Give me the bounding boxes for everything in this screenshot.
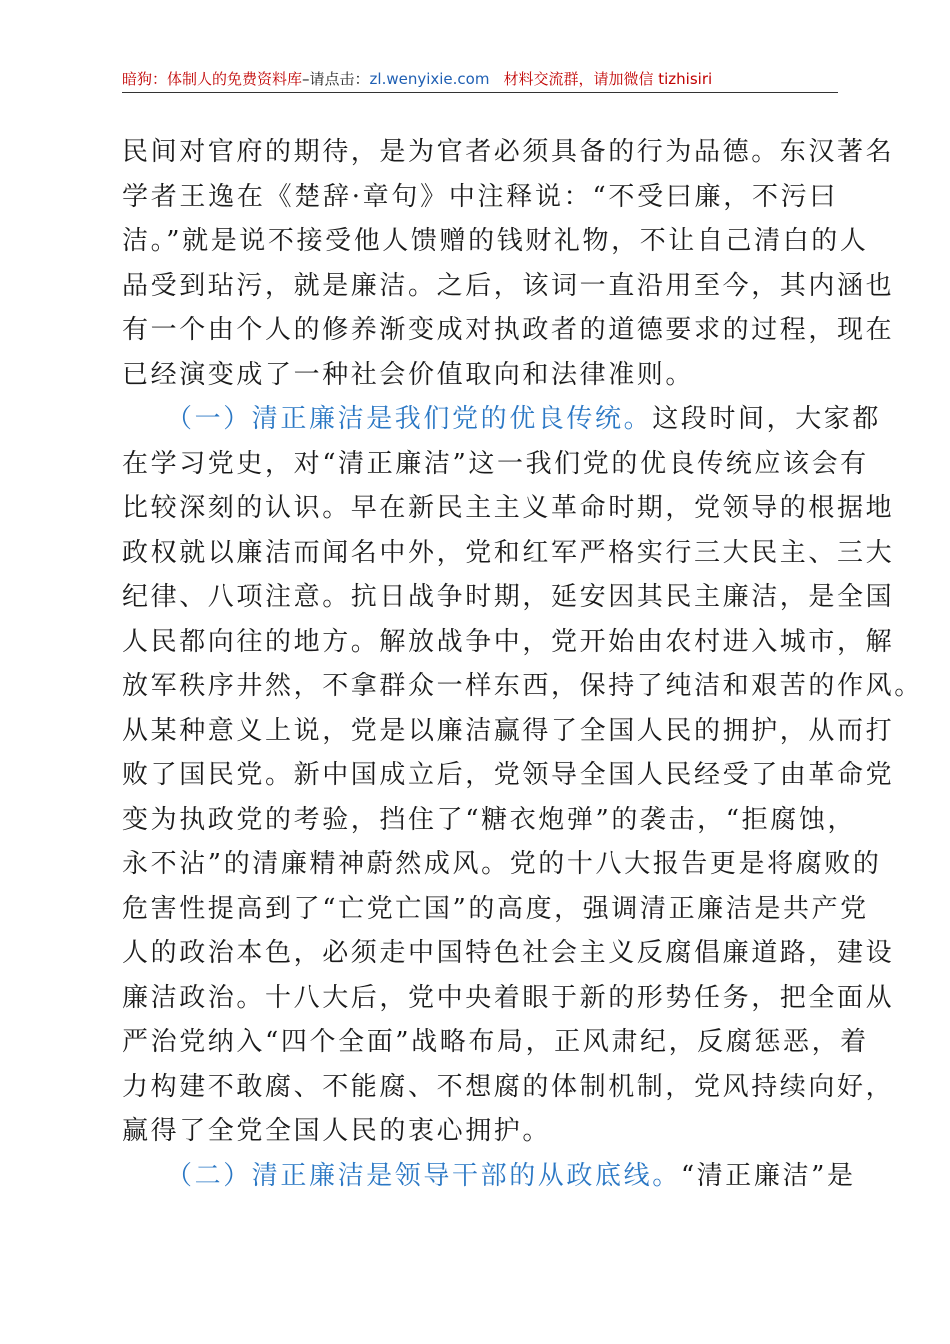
section-two-lead-text: “清正廉洁”是 bbox=[680, 1160, 856, 1191]
text-line: 力构建不敢腐、不能腐、不想腐的体制机制，党风持续向好， bbox=[122, 1071, 895, 1102]
section-one-lead-text: 这段时间，大家都 bbox=[652, 404, 882, 434]
document-body bbox=[122, 130, 923, 1198]
text-line: 有一个由个人的修养渐变成对执政者的道德要求的过程，现在 bbox=[122, 315, 895, 345]
text-line: 赢得了全党全国人民的衷心拥护。 bbox=[122, 1116, 552, 1146]
text-line: 在学习党史，对“清正廉洁”这一我们党的优良传统应该会有 bbox=[122, 448, 869, 479]
text-line: 人的政治本色，必须走中国特色社会主义反腐倡廉道路，建设 bbox=[122, 938, 895, 968]
text-line: 败了国民党。新中国成立后，党领导全国人民经受了由革命党 bbox=[122, 760, 895, 790]
header-click-prompt: –请点击： bbox=[302, 70, 370, 88]
header-contact: 材料交流群，请加微信 tizhisiri bbox=[503, 70, 713, 88]
text-line: 严治党纳入“四个全面”战略布局，正风肃纪，反腐惩恶，着 bbox=[122, 1027, 869, 1057]
paragraph-intro bbox=[122, 130, 895, 397]
section-two-first-line bbox=[122, 1154, 856, 1199]
text-line: 比较深刻的认识。早在新民主主义革命时期，党领导的根据地 bbox=[122, 493, 895, 523]
page-header bbox=[122, 68, 838, 94]
text-line: 廉洁政治。十八大后，党中央着眼于新的形势任务，把全面从 bbox=[122, 982, 895, 1013]
text-line: 放军秩序井然，不拿群众一样东西，保持了纯洁和艰苦的作风。 bbox=[122, 671, 923, 701]
text-line: 品受到玷污，就是廉洁。之后，该词一直沿用至今，其内涵也 bbox=[122, 270, 895, 301]
header-url-link[interactable]: zl.wenyixie.com bbox=[369, 70, 490, 88]
header-brand: 暗狗：体制人的免费资料库 bbox=[122, 70, 303, 88]
section-two-heading: （二）清正廉洁是领导干部的从政底线。 bbox=[166, 1160, 681, 1191]
text-line: 政权就以廉洁而闻名中外，党和红军严格实行三大民主、三大 bbox=[122, 537, 895, 568]
section-one bbox=[122, 397, 923, 1154]
text-line: 危害性提高到了“亡党亡国”的高度，强调清正廉洁是共产党 bbox=[122, 893, 869, 924]
text-line: 从某种意义上说，党是以廉洁赢得了全国人民的拥护，从而打 bbox=[122, 715, 895, 746]
text-line: 洁。”就是说不接受他人馈赠的钱财礼物，不让自己清白的人 bbox=[122, 226, 869, 256]
section-two bbox=[122, 1154, 856, 1199]
header-divider bbox=[122, 92, 838, 93]
section-one-heading: （一）清正廉洁是我们党的优良传统。 bbox=[166, 404, 653, 434]
text-line: 永不沾”的清廉精神蔚然成风。党的十八大报告更是将腐败的 bbox=[122, 849, 882, 879]
text-line: 变为执政党的考验，挡住了“糖衣炮弹”的袭击，“拒腐蚀， bbox=[122, 804, 857, 835]
text-line: 学者王逸在《楚辞·章句》中注释说：“不受曰廉，不污曰 bbox=[122, 181, 838, 212]
text-line: 人民都向往的地方。解放战争中，党开始由农村进入城市，解 bbox=[122, 626, 895, 657]
text-line: 民间对官府的期待，是为官者必须具备的行为品德。东汉著名 bbox=[122, 137, 895, 167]
section-one-first-line bbox=[122, 397, 882, 442]
text-line: 纪律、八项注意。抗日战争时期，延安因其民主廉洁，是全国 bbox=[122, 582, 895, 612]
text-line: 已经演变成了一种社会价值取向和法律准则。 bbox=[122, 359, 695, 390]
